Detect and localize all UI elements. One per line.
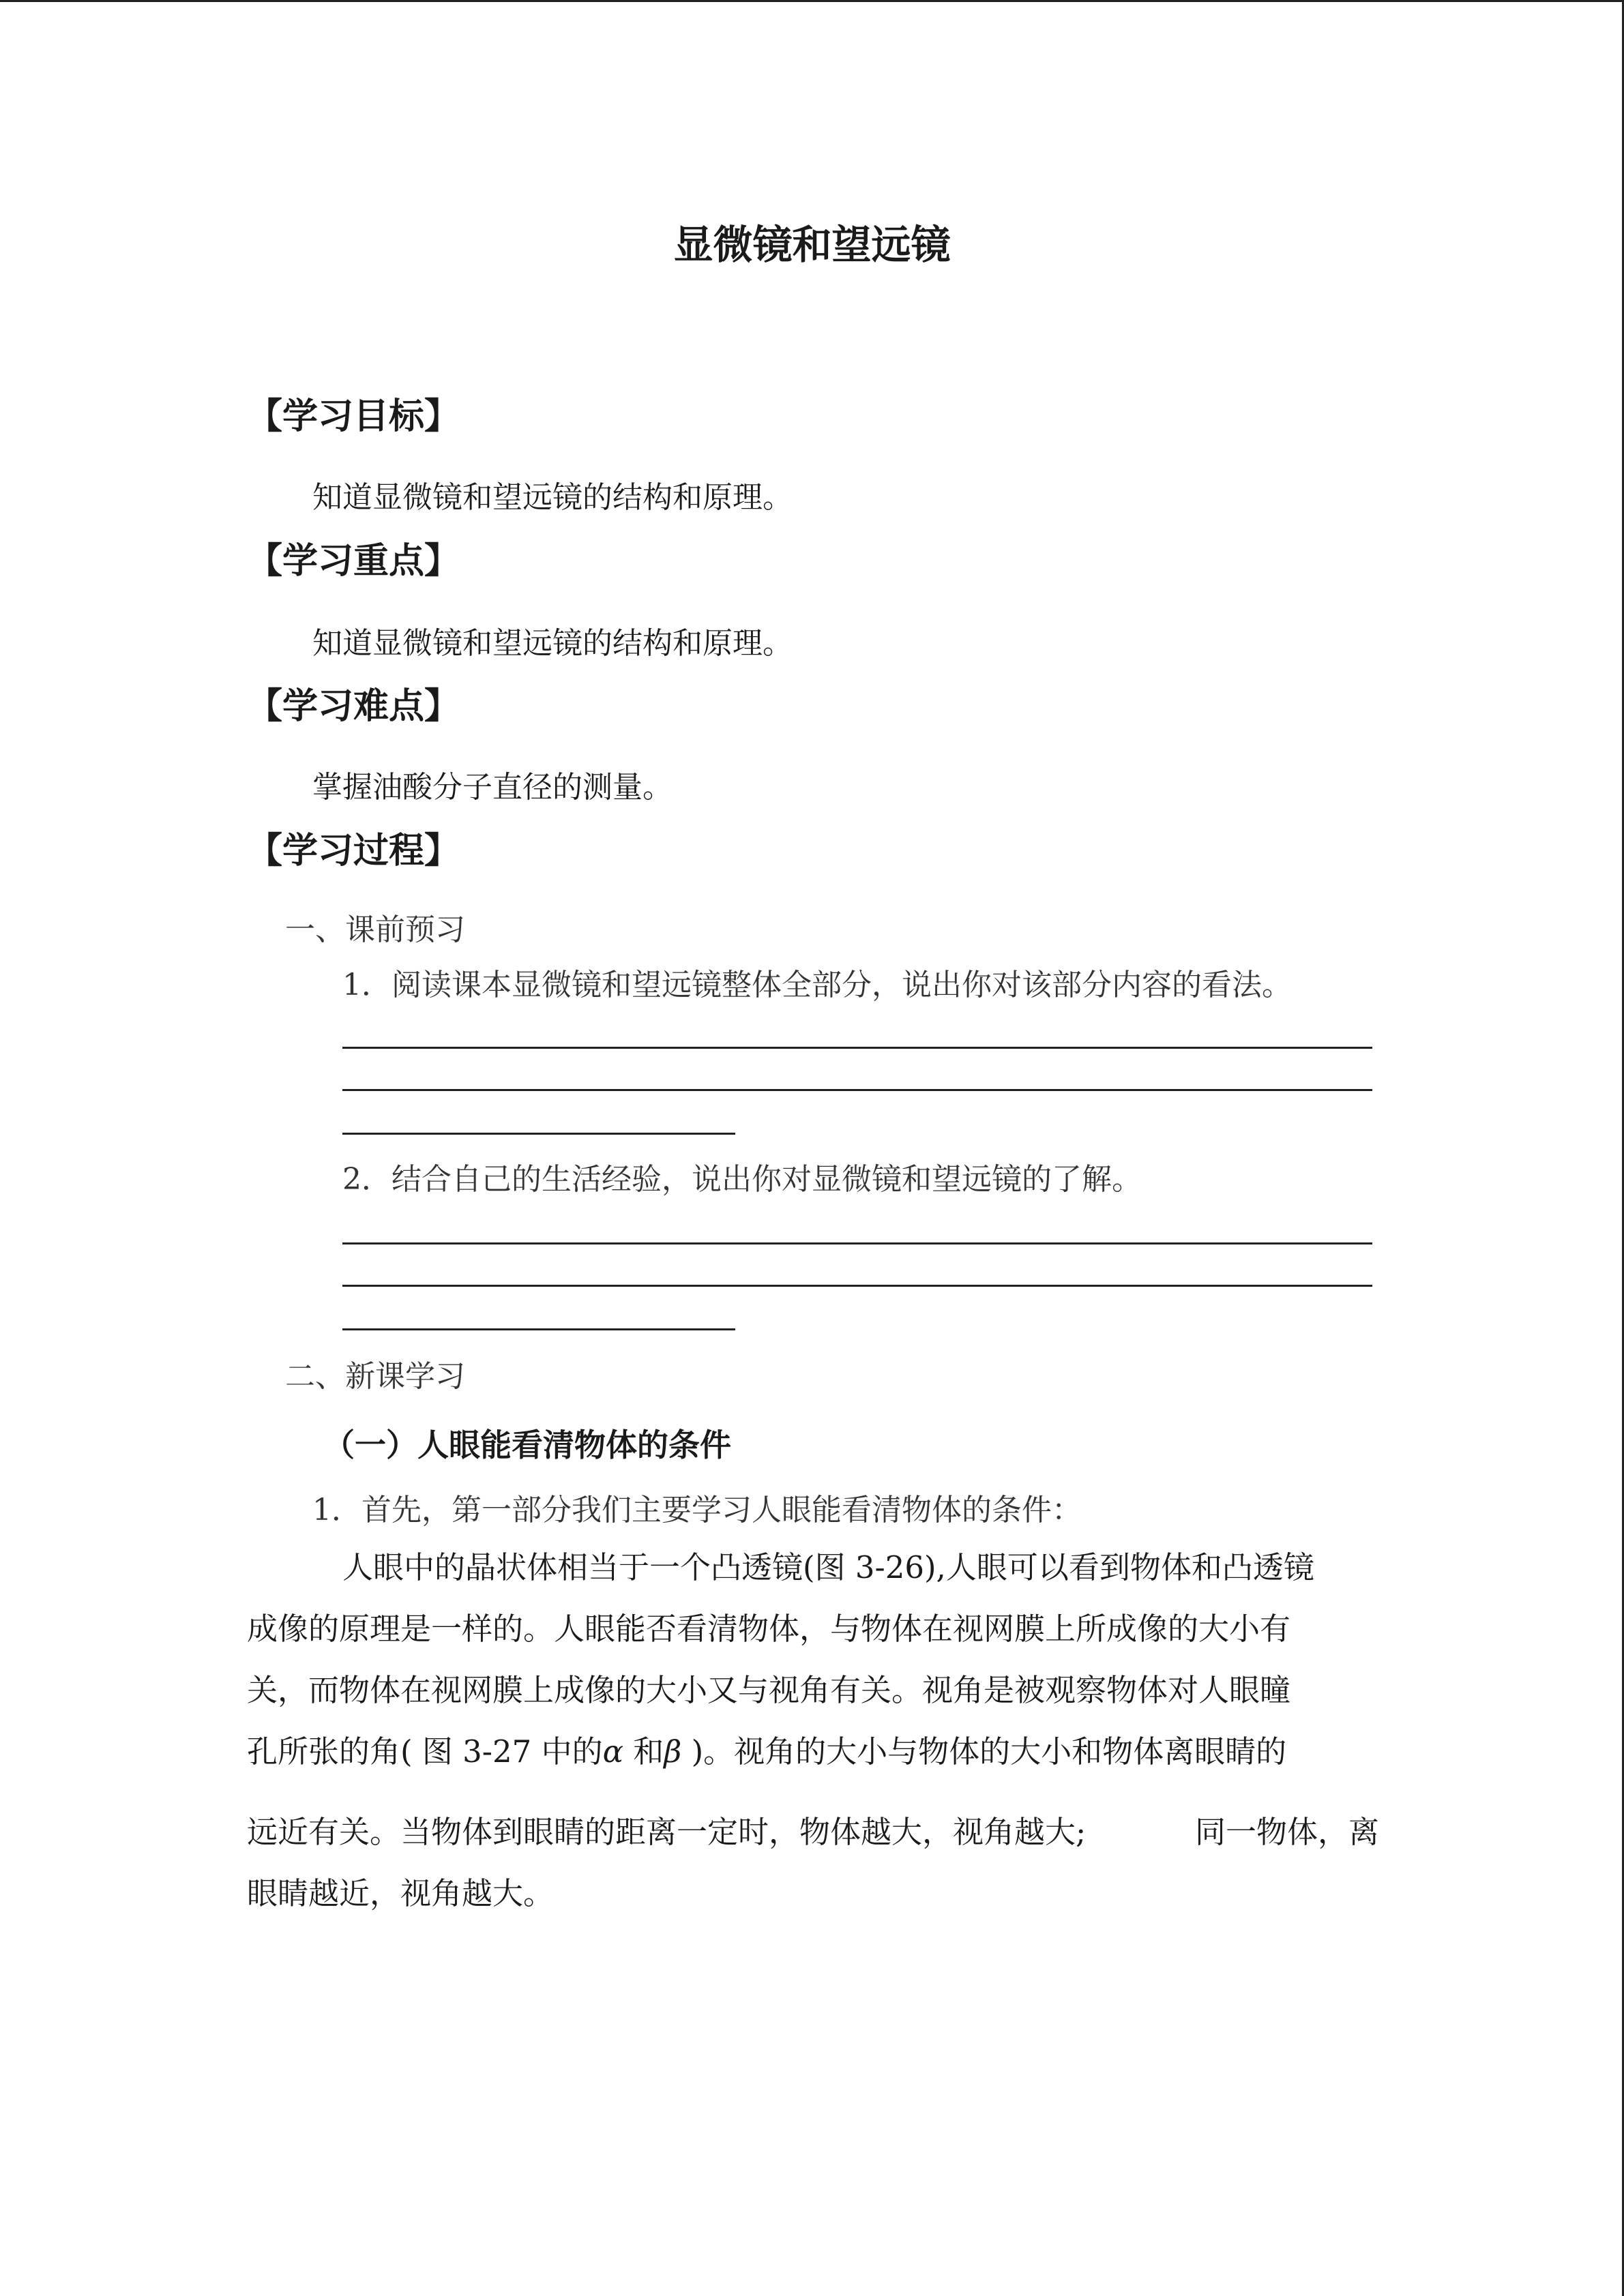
- top-border: [0, 0, 1624, 2]
- answer-line[interactable]: [342, 1328, 735, 1330]
- objectives-text: 知道显微镜和望远镜的结构和原理。: [312, 480, 793, 515]
- preview-question-1: 1．阅读课本显微镜和望远镜整体全部分，说出你对该部分内容的看法。: [342, 968, 1292, 1002]
- beta-symbol: β: [664, 1733, 682, 1770]
- heading-key-points: 【学习重点】: [247, 541, 460, 582]
- answer-line[interactable]: [342, 1133, 735, 1135]
- paragraph-segment: 同一物体，离: [1194, 1814, 1379, 1850]
- subsection-heading: （一）人眼能看清物体的条件: [323, 1427, 731, 1463]
- answer-line[interactable]: [342, 1285, 1372, 1287]
- paragraph-line: [247, 1727, 1286, 1771]
- paragraph-line: 成像的原理是一样的。人眼能否看清物体，与物体在视网膜上所成像的大小有: [247, 1611, 1291, 1647]
- paragraph-segment: 孔所张的角( 图 3-27 中的: [247, 1733, 603, 1770]
- paragraph-line: 眼睛越近，视角越大。: [247, 1875, 555, 1911]
- preview-question-2: 2．结合自己的生活经验，说出你对显微镜和望远镜的了解。: [342, 1162, 1142, 1197]
- paragraph-line: 关，而物体在视网膜上成像的大小又与视角有关。视角是被观察物体对人眼瞳: [247, 1672, 1291, 1708]
- answer-line[interactable]: [342, 1047, 1372, 1049]
- first-part-intro: 1．首先，第一部分我们主要学习人眼能看清物体的条件：: [312, 1493, 1082, 1527]
- answer-line[interactable]: [342, 1242, 1372, 1244]
- paragraph-segment: 远近有关。当物体到眼睛的距离一定时，物体越大，视角越大;: [247, 1814, 1087, 1850]
- key-points-text: 知道显微镜和望远镜的结构和原理。: [312, 626, 793, 661]
- heading-objectives: 【学习目标】: [247, 396, 460, 437]
- alpha-symbol: α: [602, 1733, 623, 1770]
- answer-line[interactable]: [342, 1089, 1372, 1091]
- heading-process: 【学习过程】: [247, 831, 460, 871]
- preview-heading: 一、课前预习: [285, 912, 465, 947]
- paragraph-line: [247, 1807, 1379, 1851]
- page-title: 显微镜和望远镜: [673, 222, 951, 268]
- difficulties-text: 掌握油酸分子直径的测量。: [312, 770, 673, 805]
- paragraph-segment: 和: [623, 1733, 664, 1770]
- paragraph-segment: )。视角的大小与物体的大小和物体离眼睛的: [681, 1733, 1287, 1770]
- new-lesson-heading: 二、新课学习: [285, 1359, 465, 1394]
- paragraph-line: 人眼中的晶状体相当于一个凸透镜(图 3-26),人眼可以看到物体和凸透镜: [342, 1549, 1314, 1585]
- heading-difficulties: 【学习难点】: [247, 686, 460, 727]
